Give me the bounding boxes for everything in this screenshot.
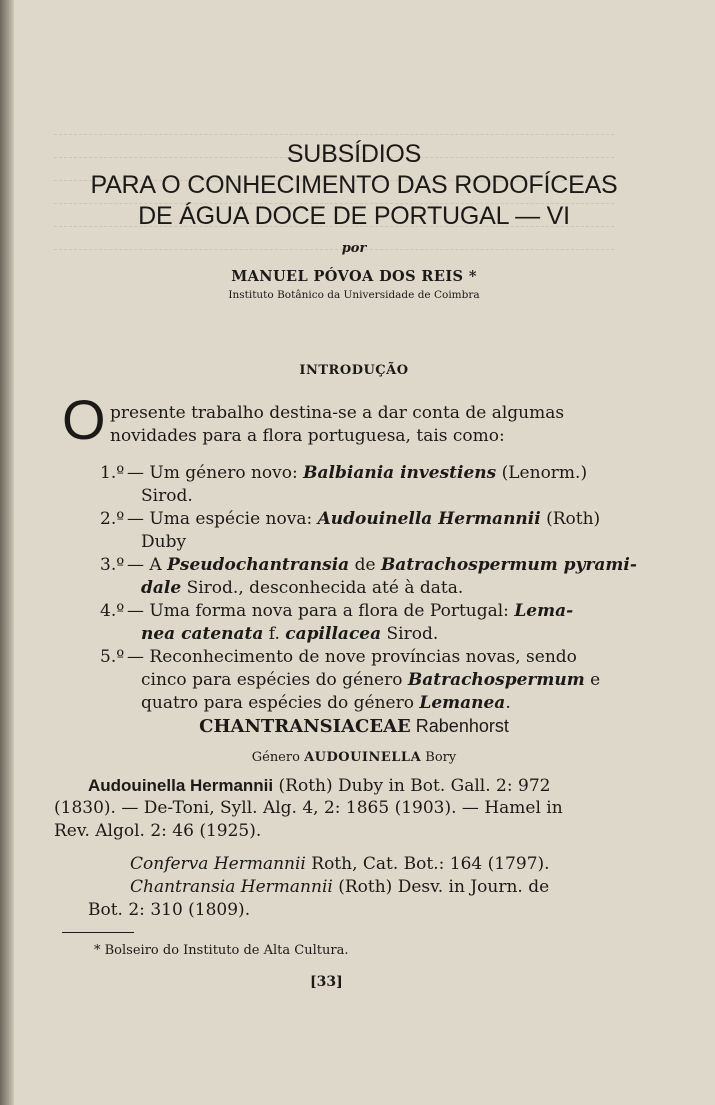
synonym-1	[130, 853, 550, 876]
item-text: (Lenorm.)	[496, 463, 588, 483]
species-line-1	[88, 774, 550, 798]
species-name: Audouinella Hermannii	[88, 776, 274, 795]
taxon-name: nea catenata	[141, 624, 264, 644]
item-text: e	[584, 670, 601, 690]
item-text: f.	[263, 624, 286, 644]
item-line	[127, 554, 637, 577]
item-line: Duby	[141, 532, 187, 552]
genus-prefix: Género	[251, 750, 305, 765]
synonym-citation: (Roth) Desv. in Journ. de	[332, 877, 550, 897]
item-line	[127, 669, 600, 692]
item-text: Sirod., desconhecida até à data.	[181, 578, 464, 598]
item-text: — A	[127, 555, 168, 575]
intro-line-2: novidades para a flora portuguesa, tais como:	[110, 426, 505, 446]
item-number: 3.º	[100, 555, 125, 575]
item-number: 5.º	[100, 647, 125, 667]
taxon-name: Lemanea	[419, 693, 506, 713]
taxon-name: dale	[141, 578, 182, 598]
synonym-name: Conferva Hermannii	[130, 854, 306, 874]
title-line-1: SUBSÍDIOS	[286, 140, 422, 168]
item-text: — Uma forma nova para a flora de Portugal:	[127, 601, 515, 621]
genus-name: AUDOUINELLA	[304, 750, 422, 765]
book-spine-shadow	[0, 0, 14, 1105]
title-line-3: DE ÁGUA DOCE DE PORTUGAL — VI	[138, 202, 570, 230]
synonym-2-line-2: Bot. 2: 310 (1809).	[88, 900, 251, 920]
item-line	[127, 577, 463, 600]
genus-author: Bory	[421, 750, 457, 765]
page-number: [33]	[310, 974, 343, 990]
taxon-name: Lema-	[514, 601, 574, 621]
item-line: — Reconhecimento de nove províncias novas, sendo	[127, 647, 577, 667]
item-text: quatro para espécies do género	[141, 693, 420, 713]
genus-heading	[74, 750, 634, 765]
item-number: 1.º	[100, 463, 125, 483]
author-name	[74, 268, 634, 285]
footnote: * Bolseiro do Instituto de Alta Cultura.	[94, 943, 349, 958]
item-text: Sirod.	[381, 624, 439, 644]
item-text: — Uma espécie nova:	[127, 509, 318, 529]
item-text: .	[505, 693, 511, 713]
intro-line-1: presente trabalho destina-se a dar conta de algumas	[110, 403, 565, 423]
taxon-name: capillacea	[285, 624, 382, 644]
item-line	[127, 462, 587, 485]
item-line	[127, 623, 438, 646]
page	[14, 0, 715, 1105]
taxon-name: Audouinella Hermannii	[317, 509, 541, 529]
title-line-2: PARA O CONHECIMENTO DAS RODOFÍCEAS	[90, 171, 618, 199]
item-text: de	[349, 555, 381, 575]
footnote-marker: *	[463, 268, 477, 285]
family-heading	[74, 716, 634, 737]
item-text: (Roth)	[540, 509, 601, 529]
family-author: Rabenhorst	[410, 716, 509, 736]
item-line	[127, 508, 600, 531]
taxon-name: Batrachospermum pyrami-	[380, 555, 637, 575]
family-name: CHANTRANSIACEAE	[199, 716, 411, 737]
taxon-name: Pseudochantransia	[167, 555, 350, 575]
item-text: — Um género novo:	[127, 463, 304, 483]
synonym-citation: Roth, Cat. Bot.: 164 (1797).	[305, 854, 550, 874]
item-number: 2.º	[100, 509, 125, 529]
species-citation: (Roth) Duby in Bot. Gall. 2: 972	[273, 776, 551, 796]
item-number: 4.º	[100, 601, 125, 621]
affiliation: Instituto Botânico da Universidade de Coimbra	[228, 289, 480, 301]
item-line: Sirod.	[141, 486, 193, 506]
taxon-name: Batrachospermum	[407, 670, 585, 690]
synonym-name: Chantransia Hermannii	[130, 877, 333, 897]
byline: por	[341, 241, 367, 256]
item-line	[127, 600, 573, 623]
item-line	[127, 692, 511, 715]
drop-cap: O	[62, 388, 106, 451]
synonym-2	[130, 876, 549, 899]
item-text: cinco para espécies do género	[141, 670, 408, 690]
taxon-name: Balbiania investiens	[303, 463, 497, 483]
section-heading: INTRODUÇÃO	[299, 363, 409, 378]
author-text: MANUEL PÓVOA DOS REIS	[231, 268, 464, 285]
species-line-3: Rev. Algol. 2: 46 (1925).	[54, 821, 262, 841]
species-line-2: (1830). — De-Toni, Syll. Alg. 4, 2: 1865 (1903). — Hamel in	[54, 798, 563, 818]
footnote-rule	[62, 932, 134, 933]
